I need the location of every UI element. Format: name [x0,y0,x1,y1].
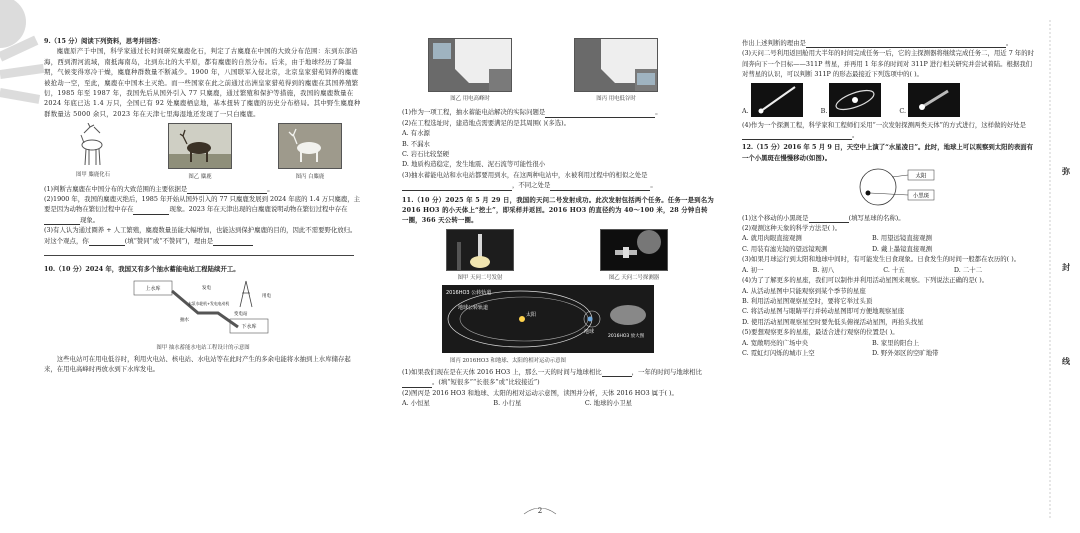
q10-figures [428,38,658,103]
q10-sub1: (1)作为一项工程，抽水蓄能电站解决的实际问题是 [402,108,546,117]
q9-sub3a: (3)有人认为通过圈养 + 人工繁殖，麋鹿数量虽能大幅增加，也能达到保护麋鹿的目的，因此不需要野化放归。对这个观点，你 [44,226,357,245]
answer-blank[interactable] [402,183,512,191]
binding-margin [1030,0,1080,533]
q12-q3-option-a[interactable]: A. 初一 [742,265,764,274]
fig-caption: 图丙 白麋鹿 [295,173,325,180]
binding-line [1030,0,1080,533]
q11-option-a[interactable]: A. 小恒星 [402,398,430,407]
fig-probe [600,229,668,282]
q12-q4-option-c[interactable]: C. 将活动星图与眼睛平行并转动星图即可方便地观察星座 [742,307,905,316]
q9-sub3b: (填“赞同”或“不赞同”)，理由是 [124,236,214,245]
q12-sub2: (2)观测这种天象的科学方法是( )。 [742,224,842,233]
deer-fossil-image [64,123,122,167]
diagram-substation: 变电站 [234,311,248,317]
q9-passage: 麋鹿原产于中国，科学家通过长时间研究麋鹿化石，判定了古麋鹿在中国的大致分布范围：东到东部沿海，西到渭河流域，南抵海南岛，北到东北的大平原，都有麋鹿的自然分布。后来，由于地球经历了降温期，气候变得寒冷干燥，麋鹿种群数量不断减少。1900 年，八国联军入侵北京，北京皇家猎苑饲养的麋鹿被抢劫一空，至此，麋鹿在中国本土灭绝。而一些国家在此之前通过出洲皇家猎苑得到的麋鹿在其国养殖繁衍，1985 年至 1987 年，我国先后从国外引入 77 只麋鹿，通过繁殖和保护等措施，我国的麋鹿数量在 2024 年底已达 1.4 万只，全国已有 92 处麋鹿栖息地，基本扭转了麋鹿的历史分布格局。其中野生麋鹿种群数量达 5000 余只，2023 年在天津七里海湿地还发现了一只白麋鹿。 [44,47,361,118]
diagram-use: 用电 [262,293,271,299]
fig-caption: 图甲 天问二号发射 [457,275,503,282]
q12-title: 12.（15 分）2016 年 5 月 9 日，天空中上演了“水星凌日”。此时，地球上可以观察到太阳的表面有一个小黑斑在慢慢移动(如图)。 [742,143,1034,162]
trough-image [574,38,658,92]
q12-q2-option-d[interactable]: D. 戴上墨镜直接观测 [872,244,933,253]
q11-option-c[interactable]: C. 地球的小卫星 [584,398,632,407]
q10-option-b[interactable]: B. 不漏水 [402,139,430,148]
comet-option-c-label: C. [899,107,907,116]
fig-caption: 图乙 天问二号探测器 [608,275,660,282]
orbit-label-ho3: 2016HO3 公转轨道 [446,290,492,297]
q12-sub1b: (填写星球的名称)。 [848,213,905,222]
answer-blank[interactable] [44,217,80,225]
fig-white-deer [278,123,342,180]
q12-q3-option-d[interactable]: D. 二十二 [953,265,982,274]
answer-blank[interactable] [545,110,655,118]
side-mark-line: 线 [1062,356,1070,366]
launch-photo [446,229,514,271]
peak-image [428,38,512,92]
fig-trough [574,38,658,103]
page-number-text: 2 [537,507,543,515]
comet-option-c[interactable] [899,83,960,117]
answer-blank[interactable] [133,207,169,215]
q12-q2-option-b[interactable]: B. 用望远镜直接观测 [872,234,932,243]
orbit-caption: 图丙 2016HO3 和地球、太阳的相对运动示意图 [450,357,566,364]
orbit-svg [442,285,654,353]
side-mark-seal-1: 弥 [1062,166,1070,176]
comet-c-image [908,83,960,117]
q11-sub2-reason: 作出上述判断的理由是 [742,39,806,47]
diagram-caption: 图甲 抽水蓄能水电站工程设计的示意图 [156,344,250,351]
q10-text: 这些电站可在用电低谷时，利用火电站、核电站、水电站等在此时产生的多余电能将水抽到上水库储存起来，在用电高峰时再放水到下水库发电。 [44,354,351,374]
probe-photo [600,229,668,271]
q10-option-c[interactable]: C. 岩石比较坚硬 [402,150,450,159]
transit-svg [852,165,948,209]
column-right: 作出上述判断的理由是 。 (3)天问二号利用返回舱用大半年的时间完成任务一后，它的主探测器将继续完成任务二，用近 7 年的时间奔向下一个目标——311P 彗星，并再用 1 年多的时间对 311P 进行相关研究并尝试着陆。根据我们对彗星的认识，可以判断 311P 的形态最接近下列选项中的( )。 A. B. C. (4)作为一个探测工程，科学家和工程师们采用“一次发射探测两类天体”的方式进行，这样做的好处是。 12.（15 分）2016 年 5 月 9 日，天空中上演了“水星凌日”。此时，地球上可以观察到太阳的表面有一个小黑斑在慢慢移动(如图)。 太阳 小黑斑 (1)这个移动的小黑斑是 (填写星球的名称)。 (2)观测这种天象的科学方法是( )。 A. 就用肉眼直接观测 B. 用望远镜直接观测 C. 用装有滤光镜的望远镜观测 D. 戴上墨镜直接观测 (3)如果月球运行到太阳和地球中间时，有可能发生日食现象。日食发生的时间一般都在农历的( )。 A. 初一 B. 初八 C. 十五 D. 二十二 (4)为了了解更多的星座，我们可以制作并利用活动星图来观察。下列说法正确的是( )。 A. 从活动星图中只能观察到某个季节的星座 B. 利用活动星图观察星空时，要将它举过头顶 C. 将活动星图与眼睛平行并转动星图即可方便地观察星座 D. 使用活动星图观察星空时要先低头俯视活动星图，再抬头找星 (5)要想观察更多的星座，最适合进行观察的位置是( )。 A. 宽敞明亮的广场中央 B. 家里的阳台上 C. 霓虹灯闪烁的城市上空 D. 野外郊区的空旷地带 [742,0,1038,358]
pumped-storage-diagram [44,277,362,352]
q12-sub4: (4)为了了解更多的星座，我们可以制作并利用活动星图来观察。下列说法正确的是( )。 [742,276,989,285]
diagram-lower-reservoir: 下水库 [241,323,257,330]
answer-blank[interactable] [89,238,125,246]
answer-blank[interactable] [550,183,650,191]
answer-blank[interactable] [187,186,267,194]
q12-q4-option-d[interactable]: D. 使用活动星图观察星空时要先低头俯视活动星图，再抬头找星 [742,317,924,326]
q10-sub2: (2)在工程选址时，建造地点需要满足的是其周围( )(多选)。 [402,118,571,127]
q12-q5-option-d[interactable]: D. 野外郊区的空旷地带 [872,348,939,357]
fig-launch [446,229,514,282]
q12-q3-option-c[interactable]: C. 十五 [883,265,905,274]
q9-figures [64,123,342,180]
comet-option-b-label: B. [820,107,828,116]
comet-b-image [829,83,881,117]
fig-caption: 图乙 用电高峰时 [450,96,490,103]
q11-figures [446,229,668,282]
fig-caption: 图甲 麋鹿化石 [75,171,111,178]
q9-sub1: (1)判断古麋鹿在中国分布的大致范围的主要依据是 [44,184,188,193]
deer-photo [168,123,232,169]
q9-sub2b: 现象。2023 年在天津出现的白麋鹿说明动物在繁衍过程中存在 [169,205,348,214]
pumped-storage-svg [128,277,278,341]
q10-sub3b: ，不同之处是 [512,181,551,190]
q12-q5-option-a[interactable]: A. 宽敞明亮的广场中央 [742,338,809,347]
q10-option-a[interactable]: A. 有水源 [402,129,430,138]
side-mark-seal-2: 封 [1062,262,1070,272]
q12-q3-option-b[interactable]: B. 初八 [812,265,835,274]
comet-a-image [751,83,803,117]
q11-sub1c: 。(填“短很多”“长很多”或“比较接近”) [432,378,540,387]
orbit-diagram [442,285,714,364]
q11-sub3: (3)天问二号利用返回舱用大半年的时间完成任务一后，它的主探测器将继续完成任务二，用近 7 年的时间奔向下一个目标——311P 彗星，并再用 1 年多的时间对 311P 进行相关研究并尝试着陆。根据我们对彗星的认识，可以判断 311P 的形态最接近下列选项中的( )。 [742,49,1034,79]
orbit-label-earth-orbit: 地球公转轨道 [458,305,489,312]
orbit-label-sun: 太阳 [526,312,537,319]
answer-blank[interactable] [213,238,253,246]
q11-title: 11.（10 分）2025 年 5 月 29 日，我国的天问二号发射成功。此次发射包括两个任务。任务一是到名为 2016 HO3 的小天体上“挖土”，即采样并返回。2016 HO3 的直径约为 40～100 米，28 分钟自转一圈，366 天公转一圈。 [402,195,714,225]
q12-q5-option-b[interactable]: B. 家里的阳台上 [872,338,920,347]
column-middle: 图乙 用电高峰时 图丙 用电低谷时 (1)作为一项工程，抽水蓄能电站解决的实际问题是 。 (2)在工程选址时，建造地点需要满足的是其周围( )(多选)。 A. 有水源 B. 不漏水 C. 岩石比较坚硬 D. 地质构造稳定，发生地震、泥石流等可能性很小 (3)抽水蓄能电站和水电站都要用到水，在这两种电站中，水被利用过程中的相似之处是 ，不同之处是 。 11.（10 分）2025 年 5 月 29 日，我国的天问二号发射成功。此次发射包括两个任务。任务一是到名为 2016 HO3 的小天体上“挖土”，即采样并返回。2016 HO3 的直径约为 40～100 米，28 分钟自转一圈，366 天公转一圈。 图甲 天问二号发射 图乙 天问二号探测器 2016HO3 公转轨道 地球公转轨道 太阳 地球 2016HO3 放大图 图丙 2016HO3 和地球、太阳的相对运动示意图 (1)如果我们现在是在天体 2016 HO3 上，那么一天的时间与地球相比 ，一年的时间与地球相比。(填“短很多”“长很多”或“比较接近”) (2)图丙是 2016 HO3 和地球、太阳的相对运动示意图，读图并分析，天体 2016 HO3 属于( )。 A. 小恒星 B. 小行星 C. 地球的小卫星 [402,0,714,408]
column-left: 9.（15 分）阅读下列资料，思考并回答： 麋鹿原产于中国，科学家通过长时间研究麋鹿化石，判定了古麋鹿在中国的大致分布范围：东到东部沿海，西到渭河流域，南抵海南岛，北到东北的大平原，都有麋鹿的自然分布。后来，由于地球经历了降温期，气候变得寒冷干燥，麋鹿种群数量不断减少。1900 年，八国联军入侵北京，北京皇家猎苑饲养的麋鹿被抢劫一空，至此，麋鹿在中国本土灭绝。而一些国家在此之前通过出洲皇家猎苑得到的麋鹿在其国养殖繁衍，1985 年至 1987 年，我国先后从国外引入 77 只麋鹿，通过繁殖和保护等措施，我国的麋鹿数量在 2024 年底已达 1.4 万只，全国已有 92 处麋鹿栖息地，基本扭转了麋鹿的历史分布格局。其中野生麋鹿种群数量达 5000 余只，2023 年在天津七里海湿地还发现了一只白麋鹿。 图甲 麋鹿化石 图乙 麋鹿 图丙 白麋鹿 (1)判断古麋鹿在中国分布的大致范围的主要依据是 。 (2)1900 年，我国的麋鹿灭绝后，1985 年开始从国外引入的 77 只麋鹿发展到 2024 年底的 1.4 万只麋鹿，主要是因为动物在繁衍过程中存在 现象。2023 年在天津出现的白麋鹿说明动物在繁衍过程中存在现象。 (3)有人认为通过圈养 + 人工繁殖，麋鹿数量虽能大幅增加，也能达到保护麋鹿的目的，因此不需要野化放归。对这个观点，你 (填“赞同”或“不赞同”)，理由是 10.（10 分）2024 年，我国又有多个抽水蓄能电站工程陆续开工。 上水库 下水库 发电 抽水 水泵水轮机+发电电动机 变电站 用电 图甲 抽水蓄能水电站工程设计的示意图 这些电站可在用电低谷时，利用火电站、核电站、水电站等在此时产生的多余电能将水抽到上水库储存起来，在用电高峰时再放水到下水库发电。 [44,37,361,374]
fig-deer [168,123,232,180]
diagram-turbine: 水泵水轮机+发电电动机 [188,300,230,306]
q12-q2-option-a[interactable]: A. 就用肉眼直接观测 [742,234,802,243]
q12-sub1: (1)这个移动的小黑斑是 [742,213,809,222]
q12-q2-option-c[interactable]: C. 用装有滤光镜的望远镜观测 [742,244,828,253]
answer-blank[interactable] [806,40,1006,48]
fig-caption: 图丙 用电低谷时 [596,96,636,103]
comet-options [742,83,1038,117]
fig-peak [428,38,512,103]
q12-sub3: (3)如果月球运行到太阳和地球中间时，有可能发生日食现象。日食发生的时间一般都在农历的( )。 [742,255,1021,264]
transit-diagram [852,165,1038,212]
sun-label: 太阳 [915,173,927,180]
q11-sub1b: ，一年的时间与地球相比 [631,367,702,376]
q11-option-b[interactable]: B. 小行星 [493,398,522,407]
q12-q5-option-c[interactable]: C. 霓虹灯闪烁的城市上空 [742,348,815,357]
q11-options [402,398,632,408]
diagram-generate: 发电 [202,285,211,291]
q10-option-d[interactable]: D. 地质构造稳定，发生地震、泥石流等可能性很小 [402,160,546,169]
q11-sub2: (2)图丙是 2016 HO3 和地球、太阳的相对运动示意图，读图并分析，天体 2016 HO3 属于( )。 [402,388,678,397]
comet-option-b[interactable] [821,83,882,117]
white-deer-photo [278,123,342,169]
fig-deer-fossil [64,123,122,180]
answer-blank[interactable] [602,369,632,377]
comet-option-a-label: A. [742,107,749,116]
answer-blank[interactable] [402,380,432,388]
fig-caption: 图乙 麋鹿 [188,173,212,180]
q12-q4-option-b[interactable]: B. 利用活动星图观察星空时，要将它举过头顶 [742,296,873,305]
q9-sub2c: 现象。 [80,215,100,224]
page-number [522,504,558,518]
q9-title: 9.（15 分）阅读下列资料，思考并回答： [44,37,165,45]
q12-q4-option-a[interactable]: A. 从活动星图中只能观察到某个季节的星座 [742,286,866,295]
q12-sub5: (5)要想观察更多的星座，最适合进行观察的位置是( )。 [742,328,899,337]
orbit-label-earth: 地球 [584,329,595,336]
q10-title: 10.（10 分）2024 年，我国又有多个抽水蓄能电站工程陆续开工。 [44,265,240,274]
diagram-upper-reservoir: 上水库 [145,285,161,292]
diagram-pump: 抽水 [180,317,189,323]
spot-label: 小黑斑 [912,193,930,200]
comet-option-a[interactable] [742,83,803,117]
q11-sub1a: (1)如果我们现在是在天体 2016 HO3 上，那么一天的时间与地球相比 [402,367,602,376]
answer-line[interactable] [44,246,354,256]
q9-sub2a: (2)1900 年，我国的麋鹿灭绝后，1985 年开始从国外引入的 77 只麋鹿发展到 2024 年底的 1.4 万只麋鹿，主要是因为动物在繁衍过程中存在 [44,195,361,214]
answer-blank[interactable] [742,132,852,140]
q11-sub4: (4)作为一个探测工程，科学家和工程师们采用“一次发射探测两类天体”的方式进行，这样做的好处是 [742,120,1026,129]
orbit-label-zoom: 2016HO3 放大图 [608,334,645,340]
answer-blank[interactable] [809,215,849,223]
q10-sub3a: (3)抽水蓄能电站和水电站都要用到水，在这两种电站中，水被利用过程中的相似之处是 [402,170,648,179]
